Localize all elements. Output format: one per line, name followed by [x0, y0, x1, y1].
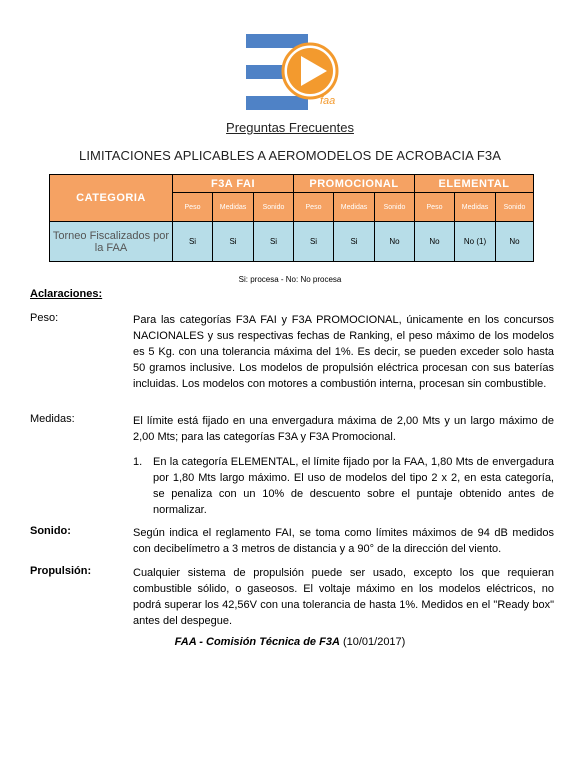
limits-table [49, 174, 534, 262]
logo-text: faa [320, 95, 336, 107]
subheader-sonido: Sonido [254, 193, 294, 222]
subheader-peso: Peso [173, 193, 213, 222]
group-header-elemental: ELEMENTAL [415, 175, 534, 193]
table-cell: Si [213, 222, 254, 262]
subheader-medidas: Medidas [455, 193, 496, 222]
row-label: Torneo Fiscalizados por la FAA [50, 222, 173, 262]
table-cell: Si [334, 222, 375, 262]
sonido-label: Sonido: [30, 525, 71, 537]
sonido-text: Según indica el reglamento FAI, se toma como límites máximos de 94 dB medidos con decibelímetro a 3 metros de distancia y a 90° de la dirección del viento. [133, 527, 554, 555]
main-title: LIMITACIONES APLICABLES A AEROMODELOS DE ACROBACIA F3A [78, 148, 502, 163]
table-cell: No [496, 222, 534, 262]
signature [0, 636, 580, 648]
propulsion-label: Propulsión: [30, 565, 92, 577]
subheader-medidas: Medidas [334, 193, 375, 222]
group-header-promocional: PROMOCIONAL [294, 175, 415, 193]
table-cell: Si [254, 222, 294, 262]
table-legend: Si: procesa - No: No procesa [238, 275, 342, 284]
faa-logo [246, 34, 366, 110]
signature-org: FAA - Comisión Técnica de F3A [174, 636, 340, 648]
subheader-peso: Peso [294, 193, 334, 222]
medidas-note-number: 1. [133, 456, 143, 468]
faq-title: Preguntas Frecuentes [226, 120, 354, 135]
logo-blue-bar-bottom [246, 96, 308, 110]
table-cell: No [375, 222, 415, 262]
subheader-peso: Peso [415, 193, 455, 222]
table-cell: No [415, 222, 455, 262]
medidas-label: Medidas: [30, 413, 75, 425]
category-header: CATEGORIA [50, 175, 173, 222]
propulsion-text: Cualquier sistema de propulsión puede ser usado, excepto los que requieran combustible sólido, o gaseosos. El voltaje máximo en los modelos eléctricos, no podrá superar los 42,56V con una tolerancia de hasta 1%. Medidos en el "Ready box" antes del despegue. [133, 567, 554, 627]
group-header-f3a-fai: F3A FAI [173, 175, 294, 193]
table-cell: No (1) [455, 222, 496, 262]
aclaraciones-title: Aclaraciones: [30, 288, 103, 300]
peso-text: Para las categorías F3A FAI y F3A PROMOCIONAL, únicamente en los concursos NACIONALES y sus respectivas fechas de Ranking, el peso máximo de los modelos es 5 Kg. con una tolerancia máxima del 1%. Es decir, se pueden exceder solo hasta 50 gramos inclusive. Los modelos de propulsión eléctrica procesan con sus baterías incluidas. Los modelos con motores a combustión interna, procesan sin combustible. [133, 314, 554, 390]
table-cell: Si [294, 222, 334, 262]
medidas-text: El límite está fijado en una envergadura máxima de 2,00 Mts y un largo máximo de 2,00 Mts; para las categorías F3A y F3A Promocional. [133, 415, 554, 443]
subheader-sonido: Sonido [375, 193, 415, 222]
peso-label: Peso: [30, 312, 59, 324]
medidas-note: En la categoría ELEMENTAL, el límite fijado por la FAA, 1,80 Mts de envergadura por 1,80 Mts largo máximo. El uso de modelos del tipo 2 x 2, en esta categoría, se penaliza con un 10% de descuento sobre el puntaje obtenido antes de normalizar. [153, 456, 554, 516]
table-cell: Si [173, 222, 213, 262]
subheader-sonido: Sonido [496, 193, 534, 222]
subheader-medidas: Medidas [213, 193, 254, 222]
signature-date: (10/01/2017) [342, 636, 406, 648]
